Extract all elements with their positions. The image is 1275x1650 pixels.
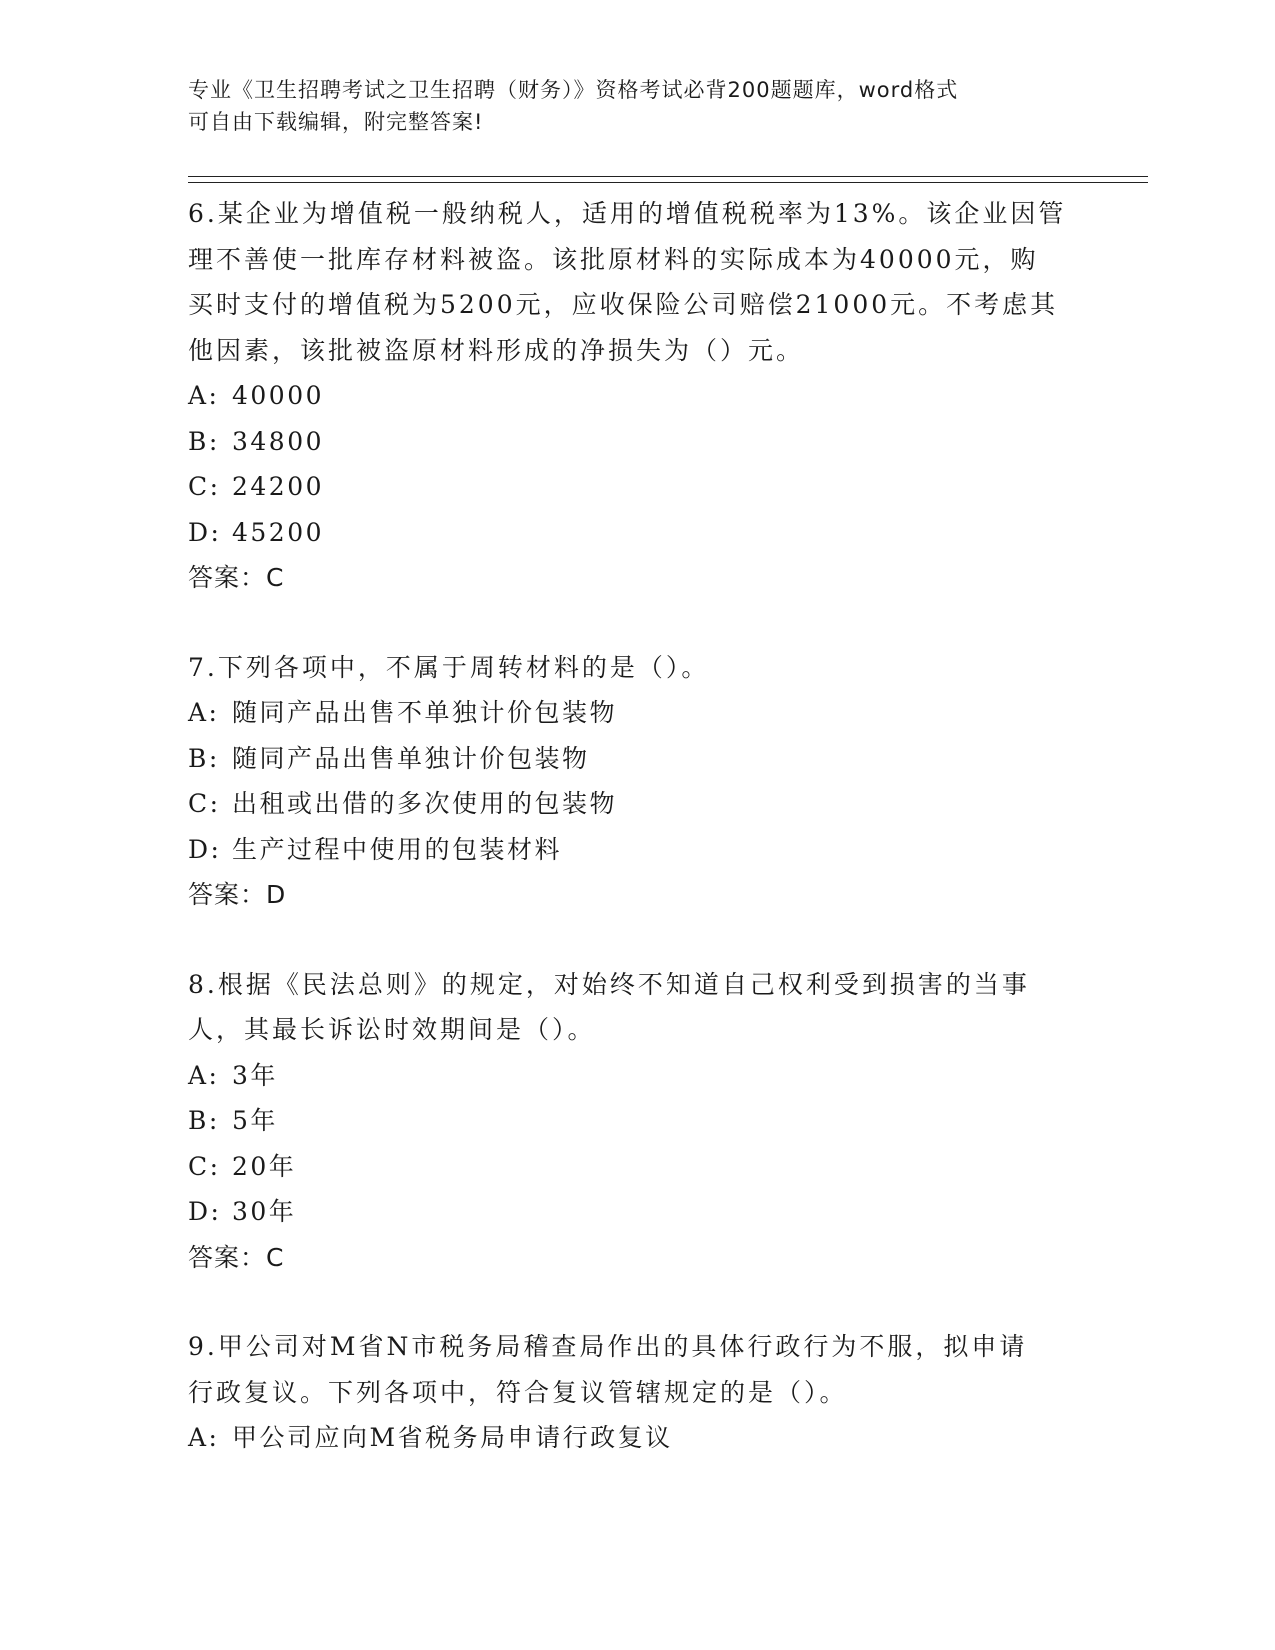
answer-label: 答案：C [188,563,285,592]
option-text: 30年 [232,1197,297,1226]
question-stem [188,1324,1068,1415]
option-d [188,510,1068,556]
header-divider-bottom [188,182,1148,183]
stem-line: 9.甲公司对M省N市税务局稽查局作出的具体行政行为不服，拟申请 [188,1332,1028,1361]
option-text: 45200 [232,517,325,547]
header-line-1: 专业《卫生招聘考试之卫生招聘（财务）》资格考试必背200题题库，word格式 [188,78,959,102]
option-text: 生产过程中使用的包装材料 [232,834,563,864]
option-text: 甲公司应向M省税务局申请行政复议 [232,1423,673,1452]
option-c [188,464,1068,510]
answer-label: 答案：D [188,880,287,909]
option-b [188,736,1068,782]
stem-line: 买时支付的增值税为5200元，应收保险公司赔偿21000元。不考虑其 [188,290,1059,319]
option-key: A: [188,381,220,410]
option-key: C: [188,1151,221,1181]
stem-line: 人，其最长诉讼时效期间是（）。 [188,1015,596,1044]
option-text: 24200 [232,472,325,501]
option-key: C: [188,472,221,501]
option-key: D: [188,1197,222,1226]
question-6 [188,191,1068,601]
question-list [188,191,1068,1505]
option-d [188,827,1068,873]
stem-line: 6.某企业为增值税一般纳税人，适用的增值税税率为13%。该企业因管 [188,199,1067,228]
answer-label: 答案：C [188,1242,285,1272]
option-key: A: [188,1060,220,1090]
option-d [188,1189,1068,1235]
option-a [188,1053,1068,1099]
option-b [188,1098,1068,1144]
option-a [188,690,1068,736]
header-divider-top [188,176,1148,177]
question-8 [188,962,1068,1281]
option-key: A: [188,1423,220,1452]
question-stem [188,645,1068,691]
option-text: 随同产品出售单独计价包装物 [232,743,590,773]
option-key: A: [188,698,220,727]
header-line-2: 可自由下载编辑，附完整答案! [188,110,484,134]
stem-line: 行政复议。下列各项中，符合复议管辖规定的是（）。 [188,1377,848,1407]
question-stem [188,962,1068,1053]
option-text: 随同产品出售不单独计价包装物 [232,698,618,727]
option-c [188,1144,1068,1190]
stem-line: 他因素，该批被盗原材料形成的净损失为（）元。 [188,335,805,365]
option-b [188,419,1068,465]
stem-line: 理不善使一批库存材料被盗。该批原材料的实际成本为40000元，购 [188,244,1039,274]
question-stem [188,191,1068,373]
option-key: B: [188,743,220,773]
question-7 [188,645,1068,918]
option-text: 34800 [232,426,325,456]
option-a [188,1415,1068,1461]
option-key: B: [188,1106,220,1135]
option-key: D: [188,517,222,547]
option-text: 5年 [232,1106,278,1135]
stem-line: 7.下列各项中，不属于周转材料的是（）。 [188,652,710,682]
option-key: D: [188,834,222,864]
option-key: B: [188,426,220,456]
option-text: 20年 [232,1151,297,1181]
option-c [188,781,1068,827]
option-key: C: [188,789,221,818]
stem-line: 8.根据《民法总则》的规定，对始终不知道自己权利受到损害的当事 [188,969,1030,999]
option-text: 3年 [232,1060,278,1090]
option-a [188,373,1068,419]
document-header [188,74,1068,138]
question-9 [188,1324,1068,1461]
option-text: 出租或出借的多次使用的包装物 [232,789,618,818]
option-text: 40000 [232,381,325,410]
